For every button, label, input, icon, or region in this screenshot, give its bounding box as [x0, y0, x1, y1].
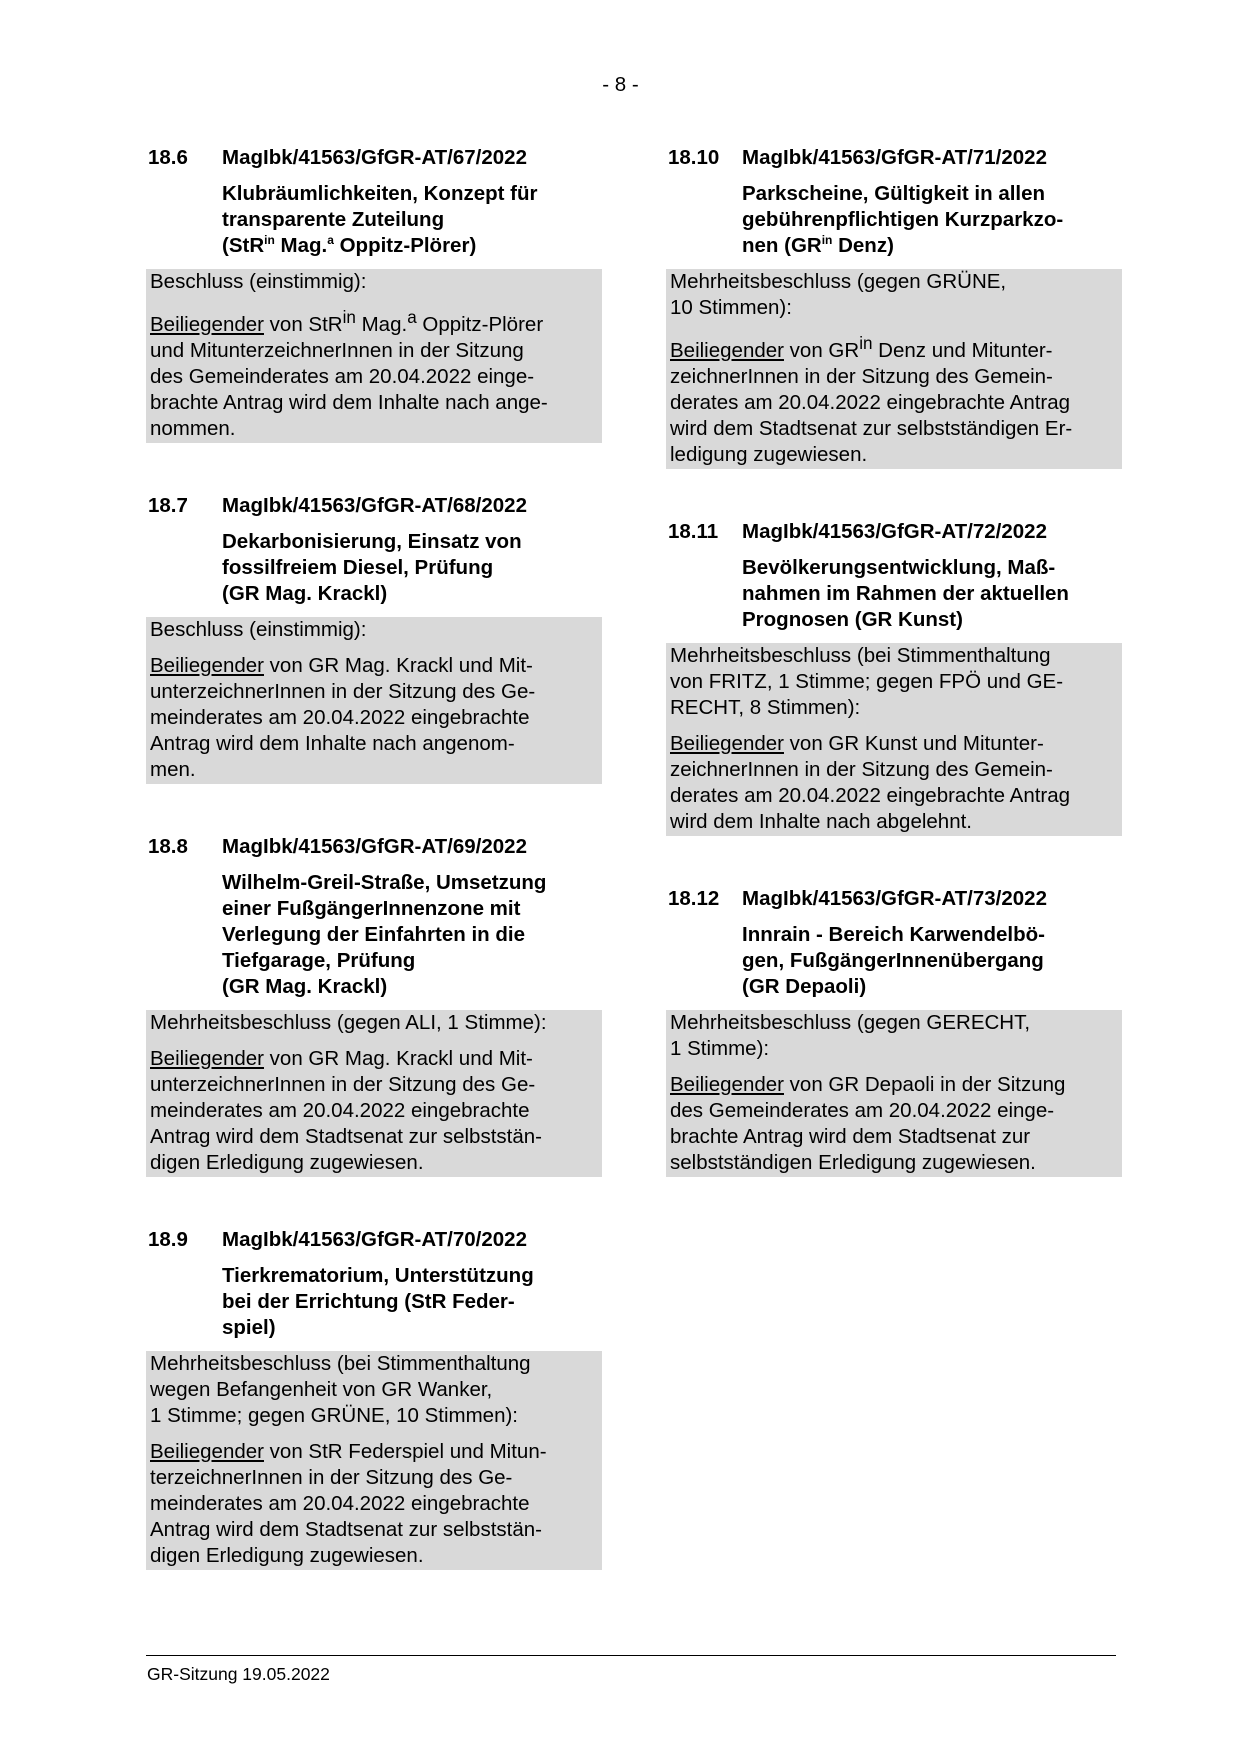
decision-text: Beiliegender von $GR^{in}$ Denz und Mitunter- zeichnerInnen in der Sitzung des Gemein- derates am 20.04.2022 eingebrachte Antrag wird dem Stadtsenat zur selbstständigen Er- ledigung zugewiesen. — [670, 334, 1073, 466]
item-reference: MagIbk/41563/GfGR-AT/71/2022 — [742, 146, 1047, 169]
item-title: Parkscheine, Gültigkeit in allen gebührenpflichtigen Kurzparkzo- nen ($GR^{in}$ Denz) — [742, 182, 1064, 257]
item-reference: MagIbk/41563/GfGR-AT/73/2022 — [742, 886, 1047, 910]
decision-label: Mehrheitsbeschluss (bei Stimmenthaltung wegen Befangenheit von GR Wanker, 1 Stimme; gegen GRÜNE, 10 Stimmen): — [150, 1351, 531, 1427]
decision-box — [146, 1010, 602, 1177]
decision-text: Beiliegender von StR$^{in}$ Mag.$^a$ Oppitz-Plörer und MitunterzeichnerInnen in der Sitzung des Gemeinderates am 20.04.2022 einge- brachte Antrag wird dem Inhalte nach ange- nommen. — [150, 308, 548, 440]
item-number: 18.11 — [668, 519, 719, 543]
decision-text: Beiliegender von GR Kunst und Mitunter- zeichnerInnen in der Sitzung des Gemein- derates am 20.04.2022 eingebrachte Antrag wird dem Inhalte nach abgelehnt. — [670, 731, 1071, 833]
item-reference: MagIbk/41563/GfGR-AT/68/2022 — [222, 493, 527, 517]
item-number: 18.12 — [668, 886, 720, 910]
item-title: Bevölkerungsentwicklung, Maß- nahmen im Rahmen der aktuellen Prognosen (GR Kunst) — [742, 555, 1069, 631]
item-number: 18.6 — [148, 146, 188, 169]
item-number: 18.10 — [668, 146, 720, 169]
item-number: 18.9 — [148, 1227, 188, 1251]
decision-label: Mehrheitsbeschluss (gegen GERECHT, 1 Stimme): — [670, 1010, 1031, 1060]
decision-box — [666, 269, 1122, 469]
decision-box — [666, 1010, 1122, 1177]
footer-date: GR-Sitzung 19.05.2022 — [147, 1664, 330, 1684]
decision-text: Beiliegender von GR Mag. Krackl und Mit- unterzeichnerInnen in der Sitzung des Ge- meinderates am 20.04.2022 eingebrachte Antrag wird dem Inhalte nach angenom- men. — [150, 653, 536, 781]
item-number: 18.8 — [148, 834, 188, 858]
item-heading — [666, 519, 1122, 545]
item-heading — [146, 493, 602, 519]
item-title: Dekarbonisierung, Einsatz von fossilfreiem Diesel, Prüfung (GR Mag. Krackl) — [222, 529, 522, 605]
agenda-item — [666, 519, 1122, 836]
item-heading — [666, 145, 1122, 171]
item-heading — [666, 886, 1122, 912]
decision-label: Beschluss (einstimmig): — [150, 270, 367, 293]
decision-label: Beschluss (einstimmig): — [150, 617, 367, 641]
item-title: Innrain - Bereich Karwendelbö- gen, FußgängerInnenübergang (GR Depaoli) — [742, 922, 1045, 998]
agenda-item — [146, 145, 602, 443]
agenda-item — [666, 886, 1122, 1177]
item-reference: MagIbk/41563/GfGR-AT/70/2022 — [222, 1227, 527, 1251]
page-number: - 8 - — [602, 73, 639, 96]
decision-box — [146, 269, 602, 443]
item-reference: MagIbk/41563/GfGR-AT/67/2022 — [222, 146, 527, 169]
item-heading — [146, 834, 602, 860]
item-reference: MagIbk/41563/GfGR-AT/72/2022 — [742, 519, 1047, 543]
decision-box — [146, 1351, 602, 1570]
item-heading — [146, 145, 602, 171]
decision-box — [146, 617, 602, 784]
decision-text: Beiliegender von StR Federspiel und Mitun- terzeichnerInnen in der Sitzung des Ge- meinderates am 20.04.2022 eingebrachte Antrag wird dem Stadtsenat zur selbststän- digen Erledigung zugewiesen. — [150, 1439, 547, 1567]
agenda-item — [146, 493, 602, 784]
decision-text: Beiliegender von GR Depaoli in der Sitzung des Gemeinderates am 20.04.2022 einge- brachte Antrag wird dem Stadtsenat zur selbstständigen Erledigung zugewiesen. — [670, 1072, 1066, 1174]
item-title: Wilhelm-Greil-Straße, Umsetzung einer FußgängerInnenzone mit Verlegung der Einfahrten in die Tiefgarage, Prüfung (GR Mag. Krackl) — [222, 870, 547, 998]
decision-label: Mehrheitsbeschluss (gegen ALI, 1 Stimme): — [150, 1010, 547, 1034]
item-heading — [146, 1227, 602, 1253]
left-column — [146, 145, 602, 1570]
item-title: Klubräumlichkeiten, Konzept für transparente Zuteilung (StR$^{in}$ Mag.$^a$ Oppitz-Plörer) — [222, 182, 538, 257]
item-number: 18.7 — [148, 493, 188, 517]
right-column — [666, 145, 1122, 1177]
item-title: Tierkrematorium, Unterstützung bei der Errichtung (StR Feder- spiel) — [222, 1263, 534, 1339]
agenda-item — [146, 1227, 602, 1570]
item-reference: MagIbk/41563/GfGR-AT/69/2022 — [222, 834, 527, 858]
agenda-item — [146, 834, 602, 1177]
decision-label: Mehrheitsbeschluss (bei Stimmenthaltung von FRITZ, 1 Stimme; gegen FPÖ und GE- RECHT, 8 Stimmen): — [670, 643, 1064, 719]
agenda-item — [666, 145, 1122, 469]
footer-divider — [146, 1655, 1116, 1656]
decision-label: Mehrheitsbeschluss (gegen GRÜNE, 10 Stimmen): — [670, 270, 1007, 319]
decision-text: Beiliegender von GR Mag. Krackl und Mit- unterzeichnerInnen in der Sitzung des Ge- meinderates am 20.04.2022 eingebrachte Antrag wird dem Stadtsenat zur selbststän- digen Erledigung zugewiesen. — [150, 1046, 542, 1174]
decision-box — [666, 643, 1122, 836]
